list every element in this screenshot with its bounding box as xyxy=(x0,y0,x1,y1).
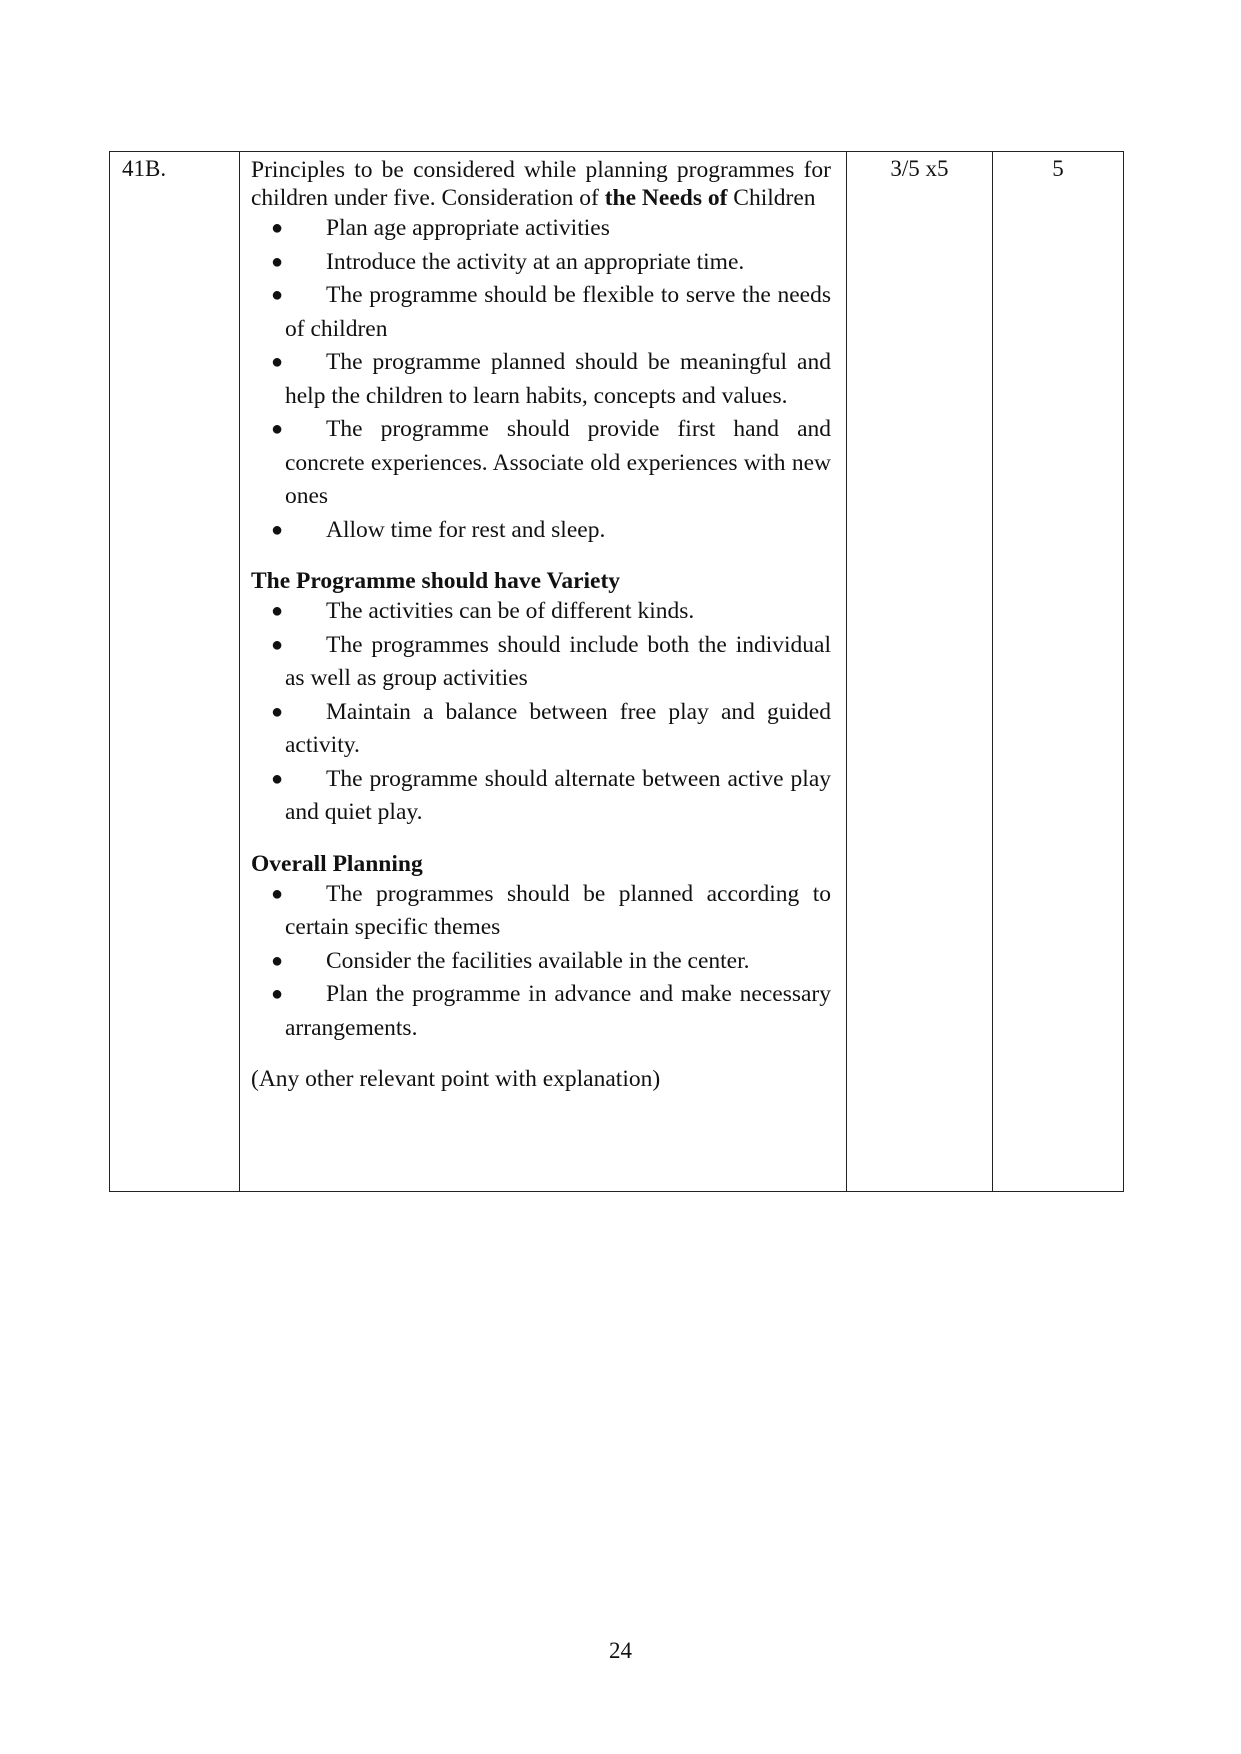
list-item: ● Plan age appropriate activities xyxy=(251,212,831,246)
planning-list xyxy=(251,878,831,1046)
total-marks: 5 xyxy=(993,152,1124,1192)
bullet-icon: ● xyxy=(271,633,284,656)
table-row xyxy=(110,152,1124,1192)
bullet-icon: ● xyxy=(271,882,284,905)
bullet-icon: ● xyxy=(271,418,284,440)
list-item: ● Maintain a balance between free play and guided activity. xyxy=(251,696,831,763)
variety-list xyxy=(251,595,831,830)
bullet-icon: ● xyxy=(271,983,284,1005)
bullet-icon: ● xyxy=(271,284,284,306)
list-item: ● The programme planned should be meaningful and help the children to learn habits, concepts and values. xyxy=(251,346,831,413)
bullet-icon: ● xyxy=(271,600,284,622)
list-item: ● The programmes should include both the individual as well as group activities xyxy=(251,629,831,696)
bullet-icon: ● xyxy=(271,250,284,273)
list-item: ● The programmes should be planned according to certain specific themes xyxy=(251,878,831,945)
bullet-icon: ● xyxy=(271,767,284,790)
bullet-icon: ● xyxy=(271,351,284,373)
marking-scheme-table xyxy=(109,151,1124,1192)
note-text: (Any other relevant point with explanation) xyxy=(251,1066,661,1092)
list-item: ● Consider the facilities available in the center. xyxy=(251,945,831,979)
intro-text: Principles to be considered while planning programmes for children under five. Consideration of xyxy=(251,157,831,211)
bullet-icon: ● xyxy=(271,518,284,541)
answer-content xyxy=(240,152,847,1192)
bullet-icon: ● xyxy=(271,217,284,239)
list-item: ● Introduce the activity at an appropriate time. xyxy=(251,246,831,280)
planning-heading: Overall Planning xyxy=(251,850,423,877)
page-number: 24 xyxy=(609,1638,632,1663)
marks-split: 3/5 x5 xyxy=(847,152,993,1192)
bullet-icon: ● xyxy=(271,949,284,972)
intro-tail: Children xyxy=(727,185,816,211)
list-item: ● The programme should be flexible to serve the needs of children xyxy=(251,279,831,346)
intro-paragraph xyxy=(251,156,831,212)
intro-bold: the Needs of xyxy=(604,185,728,211)
list-item: ● The programme should alternate between active play and quiet play. xyxy=(251,763,831,830)
list-item: ● Plan the programme in advance and make necessary arrangements. xyxy=(251,978,831,1045)
needs-list xyxy=(251,212,831,547)
question-number: 41B. xyxy=(110,152,240,1192)
variety-heading: The Programme should have Variety xyxy=(251,568,621,594)
bullet-icon: ● xyxy=(271,700,284,723)
list-item: ● The activities can be of different kinds. xyxy=(251,595,831,629)
list-item: ● Allow time for rest and sleep. xyxy=(251,514,831,548)
list-item: ● The programme should provide first hand and concrete experiences. Associate old experiences with new ones xyxy=(251,413,831,514)
